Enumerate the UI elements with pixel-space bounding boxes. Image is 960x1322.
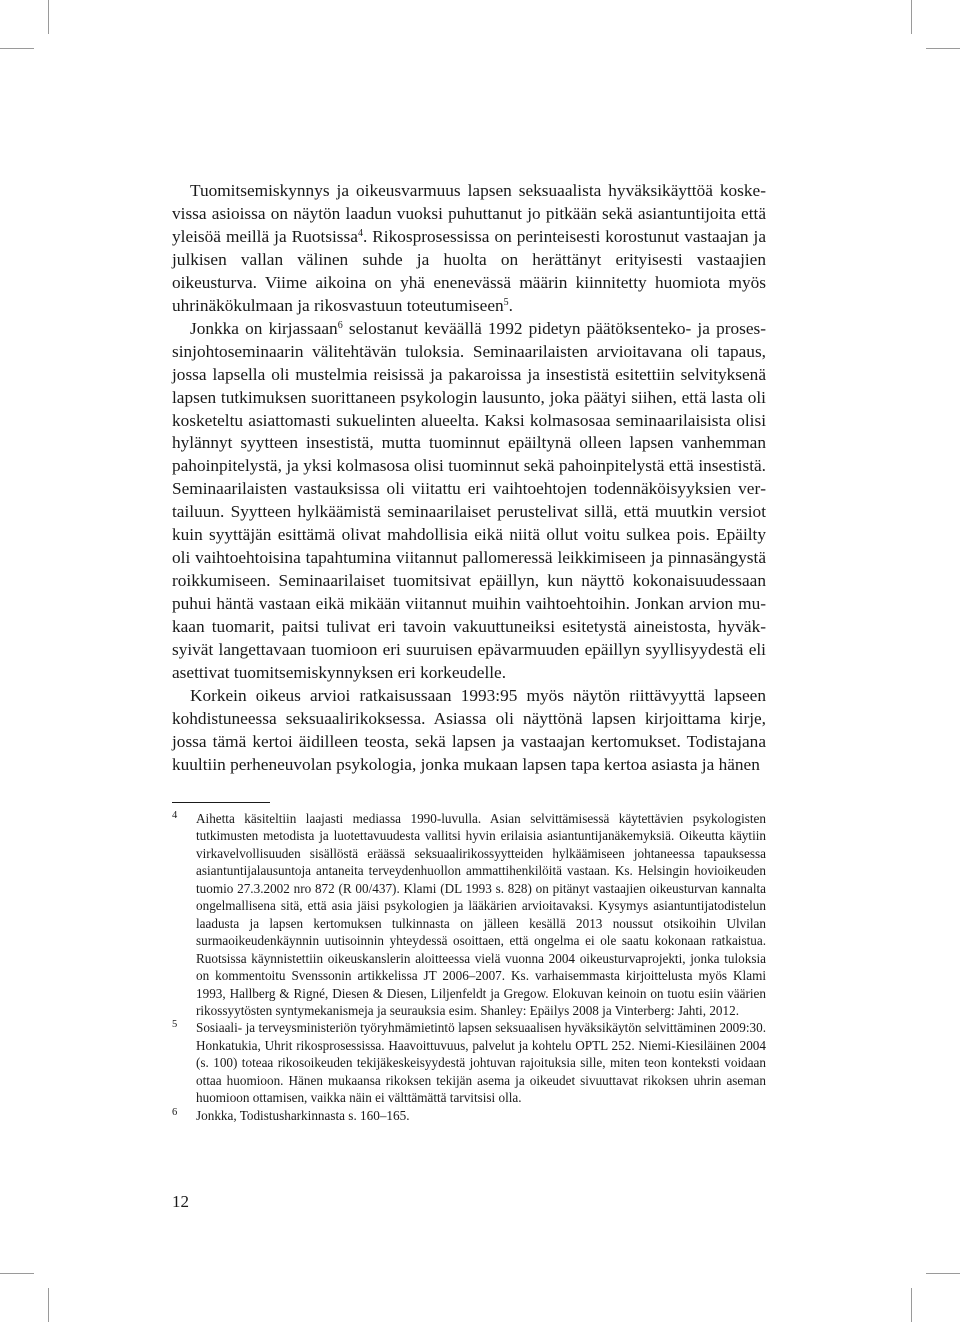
- footnote-reference[interactable]: 4: [357, 227, 363, 239]
- body-text: [172, 180, 766, 777]
- paragraph-text: selostanut keväällä 1992 pidetyn päätöksenteko- ja prosessinjohtoseminaarin välitehtävän tuloksia. Seminaarilaisten arvioitavana oli tapaus, jossa lapsella oli mustelmia reisissä ja pakaroissa ja insestistä esitettiin selvityksenä lapsen tutkimuksen suorittaneen psykologin lausunto, joka päätyi siihen, että lasta oli kosketeltu asiattomasti sukuelinten alueelta. Kaksi kolmasosaa seminaarilaisista olisi hylännyt syytteen insestistä, mutta tuominnut epäiltynä olleen lapsen vanhemman pahoinpitelystä, ja yksi kolmasosa olisi tuominnut sekä pahoinpitelystä että insestistä. Seminaarilaisten vastauksissa oli viitattu eri vaihtoehtojen todennäköisyyksien vertailuun. Syytteen hylkäämistä seminaarilaiset perustelivat sillä, että muutkin versiot kuin syyttäjän esittämä olivat mahdollisia eikä niitä ollut voitu sulkea pois. Epäilty oli vaihtoehtoisina tapahtumina viitannut pallomeressä leikkimiseen ja pinnasängystä roikkumiseen. Seminaarilaiset tuomitsivat epäillyn, kun näyttö kokonaisuudessaan puhui häntä vastaan eikä mikään viitannut muihin vaihtoehtoihin. Jonkan arvion mukaan tuomarit, paitsi tulivat eri tavoin vakuuttuneiksi esitetystä aineistosta, hyväksyivät langettavaan tuomioon eri suuruisen epävarmuuden epäillyn syyllisyydestä eli asettivat tuomitsemiskynnyksen eri korkeudelle.: [172, 318, 767, 683]
- footnote-text: Aihetta käsiteltiin laajasti mediassa 1990-luvulla. Asian selvittämisessä käytettävien psykologisten tutkimusten metodista ja luotettavuudesta vallitsi hyvin erilaisia asiantuntijanäkemyksiä. Oikeutta käytiin virkavelvollisuuden sisällöstä eräässä seksuaalirikossyytteiden hylkäämiseen johtaneessa tapauksessa asiantuntijalausuntoja antaneita terveydenhuollon ammattihenkilöitä vastaan. Ks. Helsingin hovioikeuden tuomio 27.3.2002 nro 872 (R 00/437). Klami (DL 1993 s. 828) on pitänyt vastaajien oikeusturvan kannalta ongelmallisena sitä, että asia jäisi psykologien ja lääkärien arvioitavaksi. Kysymys asiantuntijatodistelun laadusta ja lapsen kertomuksen tulkinnasta on jälleen kesällä 2013 noussut otsikoihin Ulvilan surmaoikeudenkäynnin uutisoinnin yhteydessä osoittaen, että ongelma ei ole saatu kokonaan ratkaistua. Ruotsissa käynnistettiin oikeuskanslerin aloitteessa vielä vuonna 2004 oikeusturvaprojekti, jonka tuloksia on kommentoitu Svenssonin artikkelissa JT 2006–2007. Ks. varhaisemmasta kirjoittelusta myös Klami 1993, Hallberg & Rigné, Diesen & Diesen, Liljenfeldt ja Gregow. Elokuvan keinoin on tuotu esiin väärien rikossyytösten syntymekanismeja ja seurauksia esim. Shanley: Epäilys 2008 ja Vinterberg: Jahti, 2012.: [196, 811, 766, 1018]
- footnote-text: Sosiaali- ja terveysministeriön työryhmämietintö lapsen seksuaalisen hyväksikäytön selvittäminen 2009:30. Honkatukia, Uhrit rikosprosessissa. Haavoittuvuus, palvelut ja kohtelu OPTL 252. Niemi-Kiesiläinen 2004 (s. 100) toteaa rikosoikeuden tekijäkeskeisyydestä johtuvan rajoituksia sille, miten teon konteksti voidaan ottaa huomioon. Hänen mukaansa rikoksen tekijän asema ja oikeudet sivuuttavat rikoksen uhrin aseman huomioon ottamisen, vaikka näin ei välttämättä tarvitsisi olla.: [196, 1020, 766, 1106]
- footnote-reference[interactable]: 6: [337, 319, 343, 331]
- paragraph-text: Jonkka on kirjassaan: [190, 318, 338, 338]
- footnote-reference[interactable]: 5: [503, 296, 509, 308]
- crop-mark-bottom-left-h: [0, 1273, 34, 1274]
- crop-mark-top-left-v: [48, 0, 49, 34]
- footnote-number: 5: [172, 1019, 178, 1031]
- footnote: [172, 1019, 766, 1106]
- paragraph: [172, 685, 766, 777]
- footnote: [172, 810, 766, 1019]
- page-number: 12: [172, 1192, 189, 1211]
- paragraph: [172, 318, 766, 685]
- crop-mark-top-left-h: [0, 48, 34, 49]
- footnote-number: 6: [172, 1106, 178, 1118]
- paragraph-text: Tuomitsemiskynnys ja oikeusvarmuus lapsen seksuaalista hyväksikäyttöä koskevissa asioissa on näytön laadun vuoksi puhuttanut jo pitkään sekä asiantuntijoita että yleisöä meillä ja Ruotsissa: [172, 181, 766, 246]
- footnote-separator: [172, 802, 270, 803]
- paragraph-text: . Rikosprosessissa on perinteisesti korostunut vastaajan ja julkisen vallan välinen suhde ja huolta on herättänyt erityisesti vastaajien oikeusturva. Viime aikoina on yhä enenevässä määrin kiinnitetty huomiota myös uhrinäkökulmaan ja rikosvastuun toteutumiseen: [172, 226, 766, 315]
- crop-mark-top-right-h: [926, 48, 960, 49]
- footnote-text: Jonkka, Todistusharkinnasta s. 160–165.: [196, 1107, 410, 1123]
- crop-mark-bottom-left-v: [48, 1288, 49, 1322]
- paragraph: [172, 180, 766, 318]
- paragraph-text: .: [508, 295, 513, 315]
- footnotes: [172, 810, 766, 1124]
- crop-mark-bottom-right-v: [911, 1288, 912, 1322]
- crop-mark-bottom-right-h: [926, 1273, 960, 1274]
- footnote-number: 4: [172, 810, 178, 821]
- footnote: [172, 1107, 766, 1124]
- paragraph-text: Korkein oikeus arvioi ratkaisussaan 1993:95 myös näytön riittävyyttä lapseen kohdistuneessa seksuaalirikoksessa. Asiassa oli näyttönä lapsen kirjoittama kirje, jossa tämä kertoi äidilleen teosta, sekä lapsen ja vastaajan kertomukset. Todistajana kuultiin perheneuvolan psykologia, jonka mukaan lapsen tapa kertoa asiasta ja hänen: [172, 685, 766, 774]
- crop-mark-top-right-v: [911, 0, 912, 34]
